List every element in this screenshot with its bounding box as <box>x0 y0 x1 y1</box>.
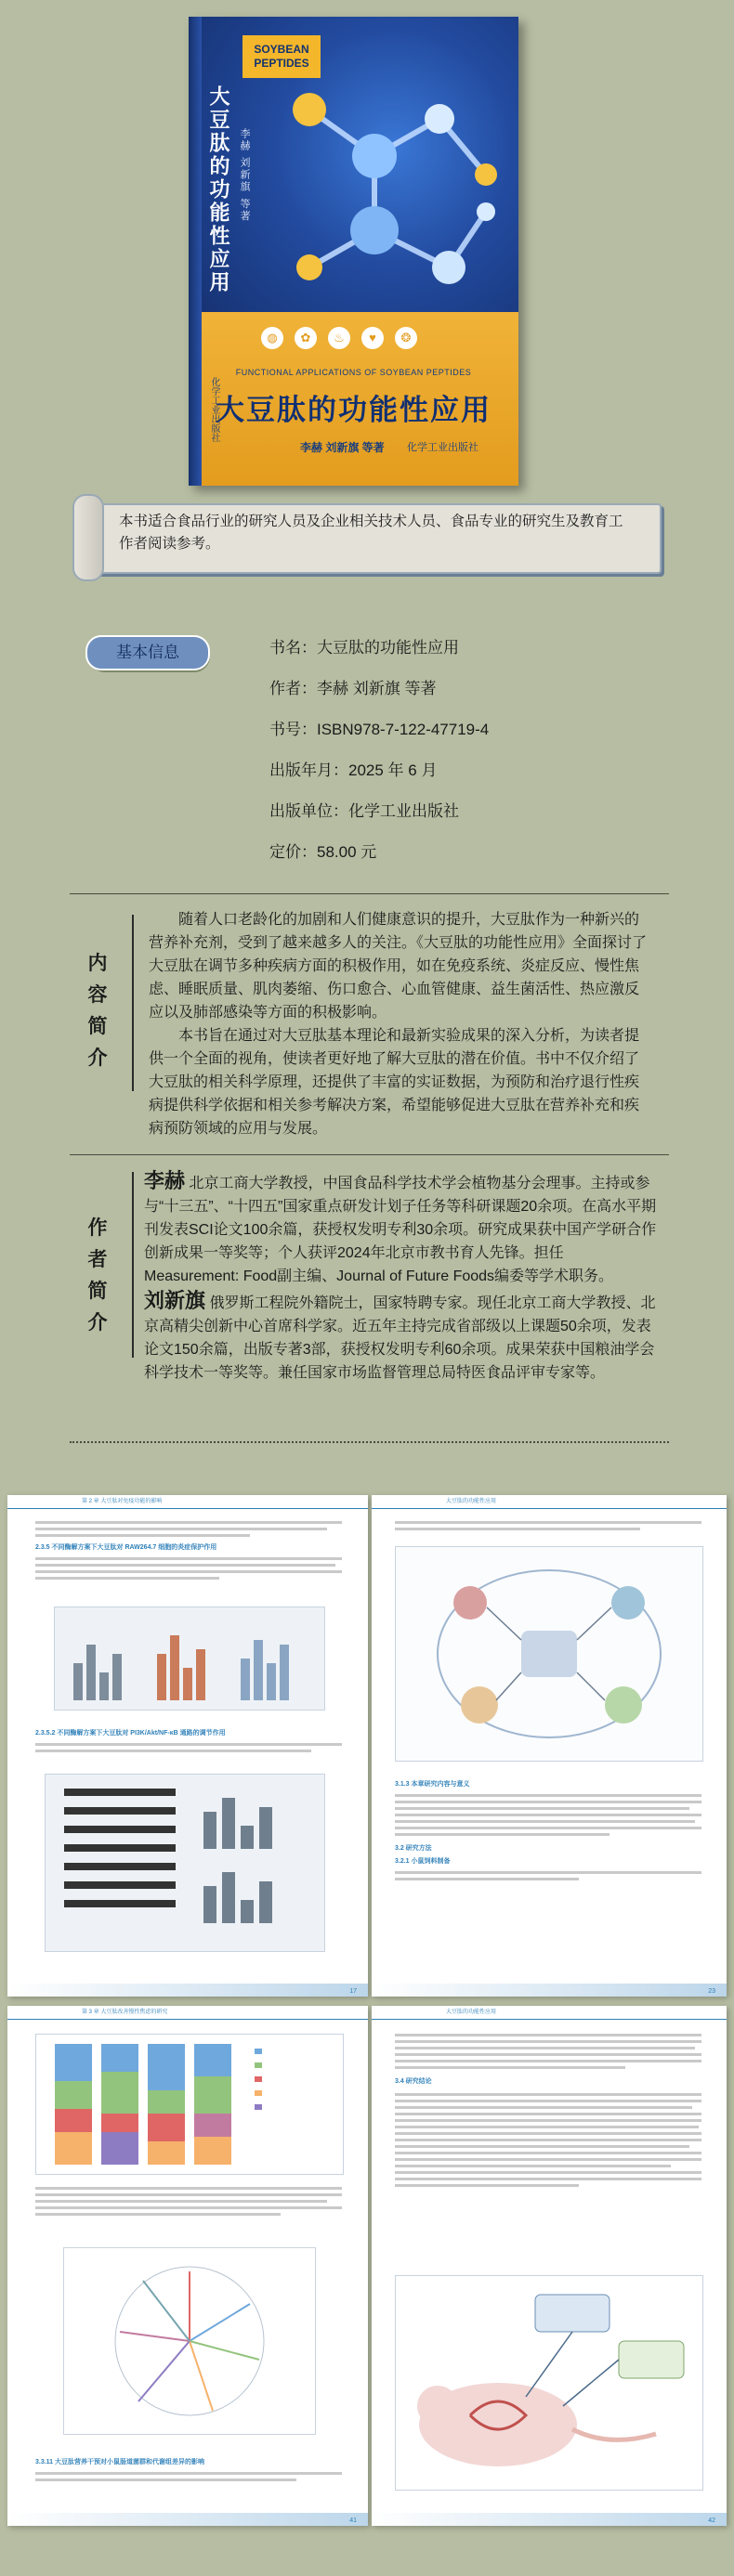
author-bottom-rule <box>70 1441 669 1443</box>
page-heading: 2.3.5.2 不同酶解方案下大豆肽对 PI3K/Akt/NF-κB 通路的调节作用 <box>35 1730 226 1737</box>
figure-cladogram <box>63 2247 316 2435</box>
figure-graphic <box>396 2276 702 2490</box>
label-char: 介 <box>87 1046 108 1069</box>
figure-stacked-bars <box>35 2034 344 2175</box>
author-body <box>144 1170 657 1385</box>
info-isbn: 书号：ISBN978-7-122-47719-4 <box>269 721 490 738</box>
audience-text: 本书适合食品行业的研究人员及企业相关技术人员、食品专业的研究生及教育工作者阅读参考。 <box>119 514 623 552</box>
scroll-curl <box>72 494 104 581</box>
spine-publisher: 化学工业出版社 <box>209 377 219 442</box>
info-publisher: 出版单位：化学工业出版社 <box>269 802 459 820</box>
audience-scroll-banner <box>72 494 662 578</box>
cover-english-title: FUNCTIONAL APPLICATIONS OF SOYBEAN PEPTIDES <box>235 368 472 377</box>
page-heading: 2.3.5 不同酶解方案下大豆肽对 RAW264.7 细胞的炎症保护作用 <box>35 1544 217 1551</box>
sample-page-3 <box>7 2006 368 2526</box>
figure-bar-charts <box>54 1607 325 1711</box>
series-badge: SOYBEAN PEPTIDES <box>242 35 321 78</box>
page-body <box>35 2187 342 2219</box>
page-header: 大豆肽的功能性应用 <box>372 2006 727 2020</box>
page-heading: 3.3.11 大豆肽营养干预对小鼠肠道菌群和代谢组差异的影响 <box>35 2459 205 2465</box>
author-entry <box>144 1290 657 1385</box>
basic-info-list <box>269 628 697 873</box>
figure-western-blot <box>45 1774 325 1952</box>
cover-authors: 李赫 刘新旗 等著 <box>300 441 385 454</box>
author-bio: 俄罗斯工程院外籍院士，国家特聘专家。现任北京工商大学教授、北京高精尖创新中心首席科学家。近五年主持完成省部级以上课题50余项，发表论文150余篇，出版专著3部，获授权发明专利60余项。成果荣获中国粮油学会科学技术一等奖等。兼任国家市场监督管理总局特医食品评审专家等。 <box>144 1295 656 1381</box>
label-char: 者 <box>87 1247 108 1270</box>
info-title: 书名：大豆肽的功能性应用 <box>269 639 459 657</box>
figure-mouse-gut-diagram <box>395 2275 703 2491</box>
page-footer <box>7 1984 368 1997</box>
page-body <box>395 1521 701 1534</box>
intro-top-rule <box>70 893 669 894</box>
cover-title: 大豆肽的功能性应用 <box>216 394 492 426</box>
author-bio: 北京工商大学教授，中国食品科学技术学会植物基分会理事。主持或参与“十三五”、“十四五”国家重点研发计划子任务等科研课题20余项。在高水平期刊发表SCI论文100余篇，获授权发明专利30余项。研究成果获中国产学研合作创新成果一等奖等；个人获评2024年北京市教书育人先锋。担任Measurement: Food副主编、Journal of Future Foods编委等学术职务。 <box>144 1176 657 1284</box>
author-name: 刘新旗 <box>144 1289 206 1313</box>
page-header: 第 2 章 大豆肽对免疫功能的影响 <box>7 1495 368 1509</box>
figure-graphic <box>55 1607 324 1710</box>
page-header: 大豆肽的功能性应用 <box>372 1495 727 1509</box>
page-footer <box>372 1984 727 1997</box>
intro-bracket <box>132 915 139 1091</box>
book-cover <box>189 17 518 486</box>
intro-paragraph-1: 随着人口老龄化的加剧和人们健康意识的提升，大豆肽作为一种新兴的营养补充剂，受到了越来越多人的关注。《大豆肽的功能性应用》全面探讨了大豆肽在调节多种疾病方面的积极作用，如在免疫系统、炎症反应、慢性焦虑、睡眠质量、肌肉萎缩、伤口愈合、心血管健康、益生菌活性、热应激反应以及肺部感染等方面的积极影响。 <box>149 912 648 1021</box>
label-char: 简 <box>87 1279 108 1302</box>
cover-vertical-authors: 李赫 刘新旗 等著 <box>239 128 250 223</box>
figure-graphic <box>36 2035 343 2174</box>
page-heading: 3.2 研究方法 <box>395 1845 432 1852</box>
muscle-icon: ♨ <box>328 327 350 349</box>
page-body <box>35 1521 342 1583</box>
label-char: 容 <box>87 982 108 1006</box>
page-header: 第 3 章 大豆肽改善慢性焦虑的研究 <box>7 2006 368 2020</box>
lungs-icon: ◍ <box>261 327 283 349</box>
page-footer <box>7 2513 368 2526</box>
author-top-rule <box>70 1154 669 1155</box>
page-number: 42 <box>708 2517 715 2524</box>
figure-graphic <box>46 1775 324 1951</box>
author-entry <box>144 1170 657 1288</box>
figure-mechanism-diagram <box>395 1546 703 1762</box>
intro-paragraph-2: 本书旨在通过对大豆肽基本理论和最新实验成果的深入分析，为读者提供一个全面的视角，使读者更好地了解大豆肽的潜在价值。书中不仅介绍了大豆肽的相关科学原理，还提供了丰富的实证数据，为预防和治疗退行性疾病提供科学依据和相关参考解决方案，希望能够促进大豆肽在营养补充和疾病预防领域的应用与发展。 <box>149 1028 640 1137</box>
info-author: 作者：李赫 刘新旗 等著 <box>269 680 437 697</box>
sample-page-4 <box>372 2006 727 2526</box>
label-char: 作 <box>87 1216 108 1239</box>
figure-graphic <box>64 2248 315 2434</box>
intro-section-label <box>84 947 111 1073</box>
cover-icon-row <box>261 327 475 355</box>
page-body-2 <box>35 2452 342 2485</box>
author-name: 李赫 <box>144 1169 186 1193</box>
figure-graphic <box>396 1547 702 1761</box>
cover-vertical-title: 大豆肽的功能性应用 <box>207 85 230 294</box>
page-body-2 <box>395 1774 701 1884</box>
label-char: 内 <box>87 951 108 974</box>
label-char: 介 <box>87 1310 108 1334</box>
sample-page-1 <box>7 1495 368 1997</box>
label-char: 简 <box>87 1014 108 1037</box>
author-section-label <box>84 1212 111 1338</box>
page-heading: 3.2.1 小鼠饲料制备 <box>395 1858 451 1865</box>
heart-icon: ♥ <box>361 327 384 349</box>
page-body <box>395 2034 701 2191</box>
sample-page-2 <box>372 1495 727 1997</box>
page-number: 41 <box>349 2517 357 2524</box>
intro-body <box>149 908 650 1140</box>
author-bracket <box>132 1172 139 1358</box>
cover-publisher: 化学工业出版社 <box>407 442 478 453</box>
info-price: 定价：58.00 元 <box>269 843 377 861</box>
stomach-icon: ❂ <box>395 327 417 349</box>
page-number: 23 <box>708 1988 715 1995</box>
basic-info-label: 基本信息 <box>85 635 210 670</box>
page-heading: 3.1.3 本章研究内容与意义 <box>395 1781 470 1788</box>
page-number: 17 <box>349 1988 357 1995</box>
page-footer <box>372 2513 727 2526</box>
page-body-2 <box>35 1723 342 1756</box>
brain-icon: ✿ <box>295 327 317 349</box>
page-heading: 3.4 研究结论 <box>395 2078 432 2085</box>
info-date: 出版年月：2025 年 6 月 <box>269 761 438 779</box>
molecule-illustration <box>272 54 505 314</box>
